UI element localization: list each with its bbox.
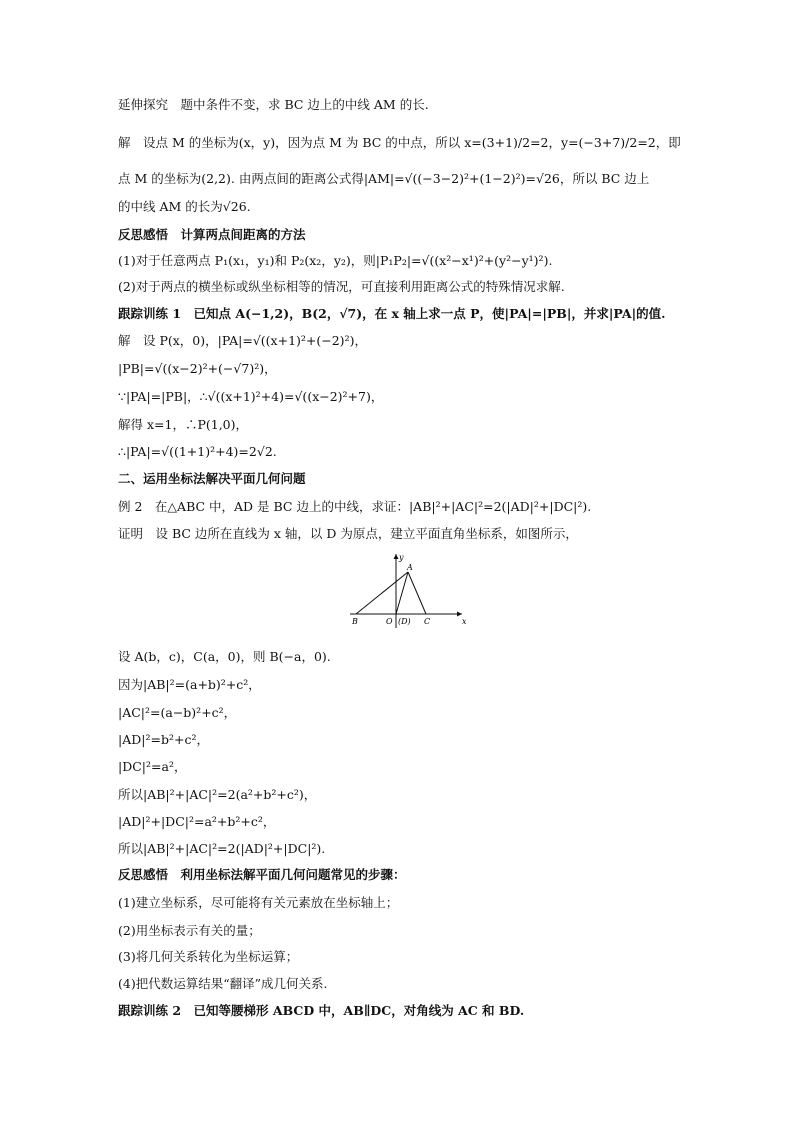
proof-line-3: |AC|²=(a−b)²+c²， [118, 705, 237, 720]
reflection-heading-1: 反思感悟 计算两点间距离的方法 [118, 227, 306, 242]
steps-item-4: (4)把代数运算结果“翻译”成几何关系. [118, 976, 328, 991]
reflection-heading-2: 反思感悟 利用坐标法解平面几何问题常见的步骤： [118, 867, 406, 882]
segment-ac [408, 572, 426, 614]
segment-ad [396, 572, 408, 614]
steps-item-3: (3)将几何关系转化为坐标运算； [118, 949, 299, 964]
label-o: O [386, 617, 393, 626]
exercise-1-solution-5: ∴|PA|=√((1+1)²+4)=2√2. [118, 444, 277, 459]
solution-line-1: 解 设点 M 的坐标为(x，y)，因为点 M 为 BC 的中点，所以 x=(3+1)/2=2，y=(−3+7)/2=2，即 [118, 135, 681, 150]
proof-line-4: |AD|²=b²+c²， [118, 732, 209, 747]
label-b: B [352, 617, 358, 626]
reflection-item-2: (2)对于两点的横坐标或纵坐标相等的情况，可直接利用距离公式的特殊情况求解. [118, 279, 565, 294]
reflection-item-1: (1)对于任意两点 P₁(x₁，y₁)和 P₂(x₂，y₂)，则|P₁P₂|=√((x²−x¹)²+(y²−y¹)²). [118, 253, 553, 268]
section-heading-2: 二、运用坐标法解决平面几何问题 [118, 471, 306, 486]
label-c: C [424, 617, 431, 626]
steps-item-2: (2)用坐标表示有关的量； [118, 923, 261, 938]
triangle-diagram [346, 550, 466, 630]
y-axis-label: y [399, 553, 404, 562]
proof-line-5: |DC|²=a²， [118, 759, 187, 774]
segment-ab [356, 572, 408, 614]
x-axis-arrow-icon [457, 612, 462, 617]
x-axis-label: x [462, 617, 467, 626]
proof-line-8: 所以|AB|²+|AC|²=2(|AD|²+|DC|²). [118, 841, 326, 856]
coordinate-figure [346, 550, 466, 634]
extension-question: 延伸探究 题中条件不变，求 BC 边上的中线 AM 的长. [118, 97, 429, 112]
example-2-question: 例 2 在△ABC 中，AD 是 BC 边上的中线，求证：|AB|²+|AC|²=2(|AD|²+|DC|²). [118, 499, 592, 514]
exercise-1-question: 跟踪训练 1 已知点 A(−1,2)，B(2，√7)，在 x 轴上求一点 P，使|PA|=|PB|，并求|PA|的值. [118, 306, 666, 321]
exercise-1-solution-2: |PB|=√((x−2)²+(−√7)²)， [118, 361, 277, 376]
exercise-1-solution-4: 解得 x=1，∴P(1,0)， [118, 417, 248, 432]
proof-line-6: 所以|AB|²+|AC|²=2(a²+b²+c²)， [118, 787, 317, 802]
proof-line-2: 因为|AB|²=(a+b)²+c²， [118, 677, 261, 692]
exercise-1-solution-1: 解 设 P(x，0)，|PA|=√((x+1)²+(−2)²)， [118, 333, 367, 348]
y-axis-arrow-icon [394, 554, 399, 559]
steps-item-1: (1)建立坐标系，尽可能将有关元素放在坐标轴上； [118, 895, 399, 910]
label-a: A [407, 563, 413, 572]
exercise-2-question: 跟踪训练 2 已知等腰梯形 ABCD 中，AB∥DC，对角线为 AC 和 BD. [118, 1003, 525, 1018]
solution-line-3: 的中线 AM 的长为√26. [118, 199, 251, 214]
proof-line-1: 设 A(b，c)，C(a，0)，则 B(−a，0). [118, 649, 331, 664]
exercise-1-solution-3: ∵|PA|=|PB|，∴√((x+1)²+4)=√((x−2)²+7)， [118, 389, 384, 404]
label-d: (D) [398, 617, 411, 626]
solution-line-2: 点 M 的坐标为(2,2). 由两点间的距离公式得|AM|=√((−3−2)²+(1−2)²)=√26，所以 BC 边上 [118, 171, 650, 186]
proof-intro: 证明 设 BC 边所在直线为 x 轴，以 D 为原点，建立平面直角坐标系，如图所示， [118, 526, 578, 541]
proof-line-7: |AD|²+|DC|²=a²+b²+c²， [118, 814, 276, 829]
